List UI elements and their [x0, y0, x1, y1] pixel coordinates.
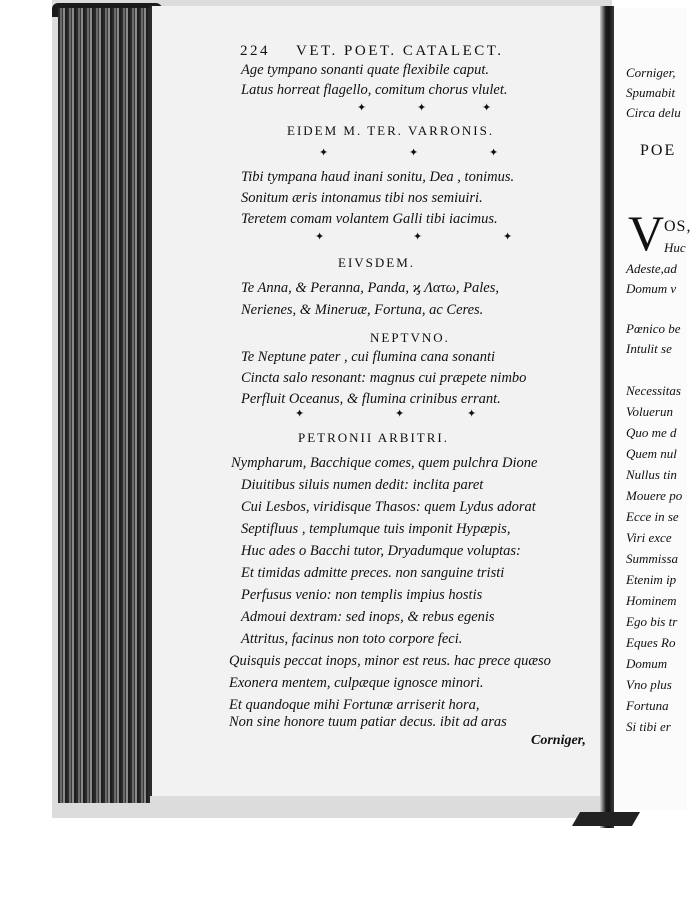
- book-gutter: [600, 6, 614, 828]
- verse-line: Ego bis tr: [626, 614, 678, 629]
- right-page: [614, 8, 691, 810]
- verse-line: Te Neptune pater , cui flumina cana sonanti: [241, 349, 496, 365]
- verse-line: Cui Lesbos, viridisque Thasos: quem Lydus adorat: [241, 499, 536, 515]
- verse-line: Nullus tin: [626, 467, 677, 482]
- verse-line: Voluerun: [626, 404, 673, 419]
- heading-partial: POE: [640, 142, 677, 159]
- verse-line: Ecce in se: [626, 509, 679, 524]
- verse-line: Eques Ro: [626, 635, 676, 650]
- verse-line: Huc ades o Bacchi tutor, Dryadumque voluptas:: [241, 543, 521, 559]
- running-head-title: VET. POET. CATALECT.: [296, 43, 504, 59]
- verse-line: Mouere po: [626, 488, 683, 503]
- verse-line: Pœnico be: [626, 321, 681, 336]
- verse-line: Quo me d: [626, 425, 677, 440]
- verse-line: Etenim ip: [626, 572, 677, 587]
- verse-line: Nerienes, & Mineruæ, Fortuna, ac Ceres.: [241, 302, 484, 318]
- verse-line: Latus horreat flagello, comitum chorus vlulet.: [241, 82, 508, 98]
- ornament-stars: ✦ ✦ ✦: [319, 146, 499, 159]
- verse-line: Necessitas: [626, 383, 681, 398]
- verse-line: Fortuna: [626, 698, 669, 713]
- verse-line: Septifluus , templumque tuis imponit Hypæpis,: [241, 521, 511, 537]
- heading-eiusdem: EIVSDEM.: [338, 255, 416, 270]
- verse-line: Et quandoque mihi Fortunæ arriserit hora,: [229, 697, 480, 713]
- verse-line: Intulit se: [626, 341, 672, 356]
- verse-line: Admoui dextram: sed inops, & rebus egenis: [241, 609, 495, 625]
- verse-line: Adeste,ad: [626, 261, 677, 276]
- verse-line: Age tympano sonanti quate flexibile caput.: [241, 62, 490, 78]
- verse-line: Domum: [626, 656, 668, 671]
- verse-line: Sonitum æris intonamus tibi nos semiuiri.: [241, 190, 483, 206]
- verse-line: Nympharum, Bacchique comes, quem pulchra Dione: [231, 455, 538, 471]
- verse-line: Domum v: [626, 281, 677, 296]
- verse-line: Spumabit: [626, 85, 676, 100]
- catchword: Corniger,: [531, 733, 586, 748]
- page-number: 224: [240, 43, 270, 59]
- ornament-stars: ✦ ✦ ✦: [315, 230, 513, 243]
- ornament-stars: ✦ ✦ ✦: [357, 101, 492, 114]
- verse-line: Hominem: [626, 593, 677, 608]
- verse-line: Corniger,: [626, 65, 676, 80]
- heading-petronii: PETRONII ARBITRI.: [298, 430, 449, 445]
- drop-cap-rest: OS,: [664, 218, 691, 235]
- verse-line: Attritus, facinus non toto corpore feci.: [241, 631, 463, 647]
- verse-line: Exonera mentem, culpæque ignosce minori.: [229, 675, 484, 691]
- gutter-foot: [572, 812, 640, 826]
- verse-line: Viri exce: [626, 530, 672, 545]
- verse-line: Summissa: [626, 551, 679, 566]
- verse-line: Non sine honore tuum patiar decus. ibit ad aras: [229, 714, 507, 730]
- verse-line: Si tibi er: [626, 719, 671, 734]
- verse-line: Cincta salo resonant: magnus cui præpete nimbo: [241, 370, 527, 386]
- verse-line: Perfluit Oceanus, & flumina crinibus errant.: [241, 391, 501, 407]
- running-head: [240, 43, 504, 60]
- verse-line: Vno plus: [626, 677, 672, 692]
- verse-line: Huc: [664, 240, 686, 255]
- page-fore-edge: [58, 8, 150, 803]
- heading-neptuno: NEPTVNO.: [370, 330, 450, 345]
- ornament-stars: ✦ ✦ ✦: [295, 407, 477, 420]
- verse-line: Tibi tympana haud inani sonitu, Dea , tonimus.: [241, 169, 515, 185]
- verse-line: Et timidas admitte preces. non sanguine tristi: [241, 565, 505, 581]
- verse-line: Teretem comam volantem Galli tibi iacimus.: [241, 211, 498, 227]
- verse-line: Quisquis peccat inops, minor est reus. hac prece quæso: [229, 653, 551, 669]
- verse-line: Quem nul: [626, 446, 677, 461]
- verse-line: Te Anna, & Peranna, Panda, ϗ Λατω, Pales,: [241, 280, 499, 296]
- heading-varro: EIDEM M. TER. VARRONIS.: [287, 123, 495, 138]
- drop-cap: V: [628, 205, 665, 261]
- verse-line: Perfusus venio: non templis impius hostis: [241, 587, 483, 603]
- verse-line: Diuitibus siluis numen dedit: inclita paret: [241, 477, 484, 493]
- verse-line: Circa delu: [626, 105, 681, 120]
